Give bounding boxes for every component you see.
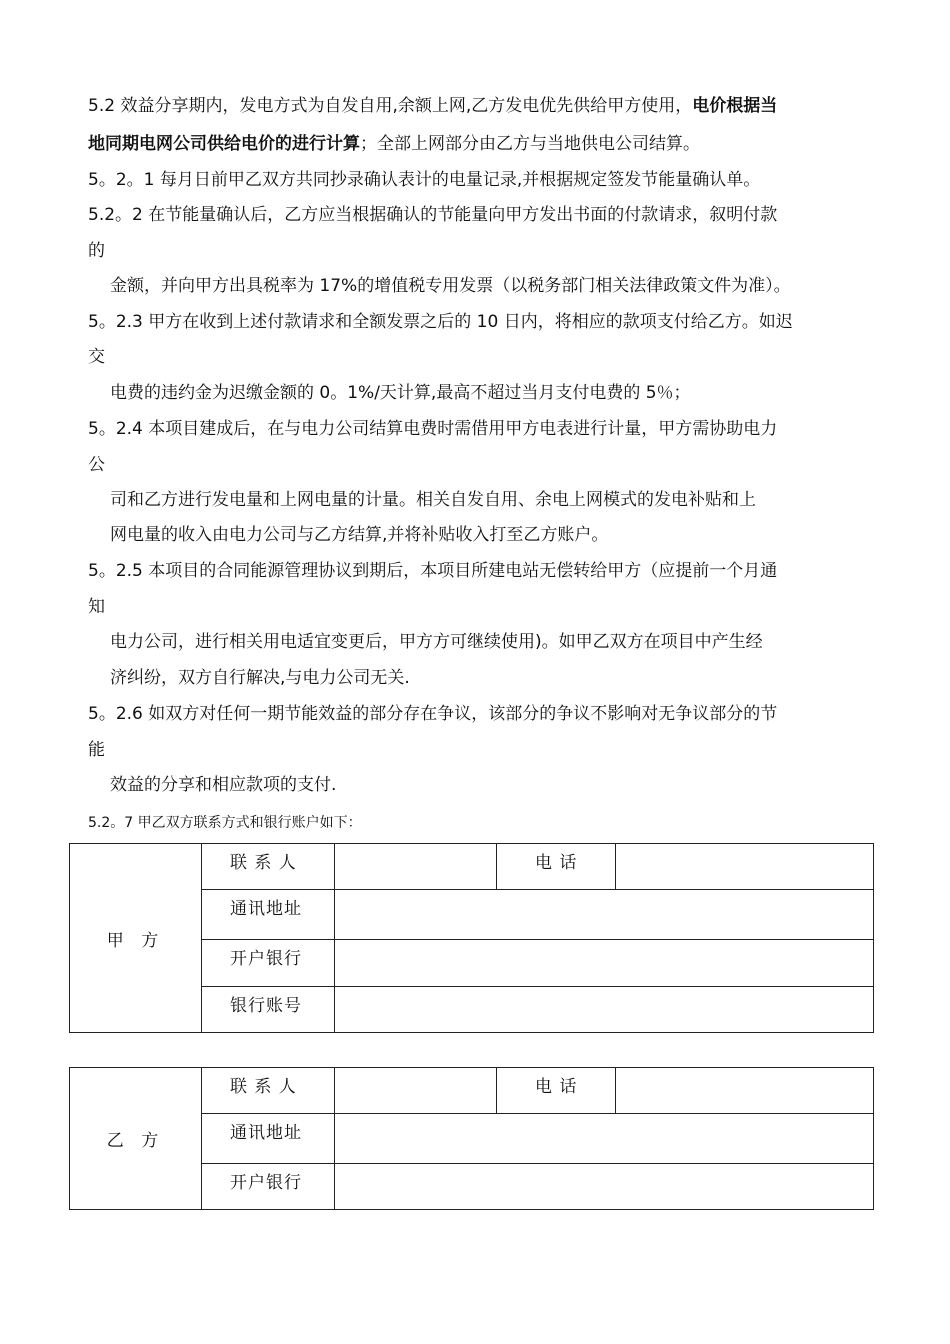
- clause-5-2-4-line-3: 司和乙方进行发电量和上网电量的计量。相关自发自用、余电上网模式的发电补贴和上: [110, 490, 756, 510]
- party-a-phone-label: 电 话: [535, 853, 578, 873]
- party-a-label: 甲 方: [70, 844, 202, 1033]
- party-b-phone-label: 电 话: [535, 1077, 578, 1097]
- party-a-account-label-cell: [202, 987, 335, 1033]
- party-a-contact-label: 联 系 人: [230, 853, 297, 873]
- party-b-address-field[interactable]: [335, 1114, 874, 1164]
- clause-5-2-2-line-1: 5.2。2 在节能量确认后，乙方应当根据确认的节能量向甲方发出书面的付款请求，叙明付款: [88, 205, 778, 225]
- party-a-bank-label-cell: [202, 940, 335, 987]
- clause-5-2-6-line-3: 效益的分享和相应款项的支付.: [110, 775, 337, 795]
- party-a-address-label-cell: [202, 890, 335, 940]
- clause-5-2-2-line-2: 的: [88, 241, 105, 261]
- party-b-bank-field[interactable]: [335, 1164, 874, 1210]
- party-b-address-label: 通讯地址: [230, 1123, 302, 1143]
- party-a-contact-field[interactable]: [335, 844, 497, 890]
- clause-5-2-bold-text: 电价根据当: [692, 96, 778, 116]
- party-a-account-field[interactable]: [335, 987, 874, 1033]
- party-b-contact-field[interactable]: [335, 1068, 497, 1114]
- party-a-address-label: 通讯地址: [230, 899, 302, 919]
- party-b-contact-label: 联 系 人: [230, 1077, 297, 1097]
- clause-5-2-4-line-2: 公: [88, 455, 105, 475]
- party-a-bank-field[interactable]: [335, 940, 874, 987]
- clause-5-2-6-line-2: 能: [88, 740, 105, 760]
- party-a-address-field[interactable]: [335, 890, 874, 940]
- clause-5-2-1: 5。2。1 每月日前甲乙双方共同抄录确认表计的电量记录,并根据规定签发节能量确认单。: [88, 170, 761, 190]
- party-b-address-label-cell: [202, 1114, 335, 1164]
- clause-5-2-4-line-4: 网电量的收入由电力公司与乙方结算,并将补贴收入打至乙方账户。: [110, 525, 609, 545]
- party-b-bank-label: 开户银行: [230, 1173, 302, 1193]
- clause-5-2-5-line-1: 5。2.5 本项目的合同能源管理协议到期后，本项目所建电站无偿转给甲方（应提前一个月通: [88, 561, 778, 581]
- clause-5-2-3-line-3: 电费的违约金为迟缴金额的 0。1%/天计算,最高不超过当月支付电费的 5％；: [110, 383, 691, 403]
- clause-5-2-7: 5.2。7 甲乙双方联系方式和银行账户如下：: [88, 815, 362, 831]
- clause-5-2-5-line-3: 电力公司，进行相关用电适宜变更后，甲方方可继续使用)。如甲乙双方在项目中产生经: [110, 632, 763, 652]
- party-b-contact-label-cell: [202, 1068, 335, 1114]
- clause-5-2-text: 5.2 效益分享期内，发电方式为自发自用,余额上网,乙方发电优先供给甲方使用，: [88, 96, 693, 116]
- party-a-contact-label-cell: [202, 844, 335, 890]
- clause-5-2-bold-text-2: 地同期电网公司供给电价的进行计算: [88, 134, 360, 154]
- clause-5-2-5-line-4: 济纠纷，双方自行解决,与电力公司无关.: [110, 668, 410, 688]
- clause-5-2-6-line-1: 5。2.6 如双方对任何一期节能效益的部分存在争议，该部分的争议不影响对无争议部分的节: [88, 704, 778, 724]
- party-b-label: 乙 方: [70, 1068, 202, 1210]
- clause-5-2-text-2: ；全部上网部分由乙方与当地供电公司结算。: [360, 134, 700, 154]
- party-a-phone-field[interactable]: [616, 844, 874, 890]
- clause-5-2-line-2: [88, 134, 700, 154]
- party-a-contact-table: [69, 843, 874, 1033]
- clause-5-2-3-line-2: 交: [88, 347, 105, 367]
- party-b-phone-label-cell: [497, 1068, 616, 1114]
- party-a-account-label: 银行账号: [230, 996, 302, 1016]
- party-a-bank-label: 开户银行: [230, 949, 302, 969]
- clause-5-2-4-line-1: 5。2.4 本项目建成后，在与电力公司结算电费时需借用甲方电表进行计量，甲方需协助电力: [88, 419, 778, 439]
- party-b-bank-label-cell: [202, 1164, 335, 1210]
- clause-5-2-3-line-1: 5。2.3 甲方在收到上述付款请求和全额发票之后的 10 日内，将相应的款项支付给乙方。如迟: [88, 312, 793, 332]
- clause-5-2-2-line-3: 金额，并向甲方出具税率为 17%的增值税专用发票（以税务部门相关法律政策文件为准）。: [110, 276, 791, 296]
- party-b-phone-field[interactable]: [616, 1068, 874, 1114]
- party-a-phone-label-cell: [497, 844, 616, 890]
- party-b-contact-table: [69, 1067, 874, 1210]
- clause-5-2-line-1: [88, 96, 777, 116]
- clause-5-2-5-line-2: 知: [88, 597, 105, 617]
